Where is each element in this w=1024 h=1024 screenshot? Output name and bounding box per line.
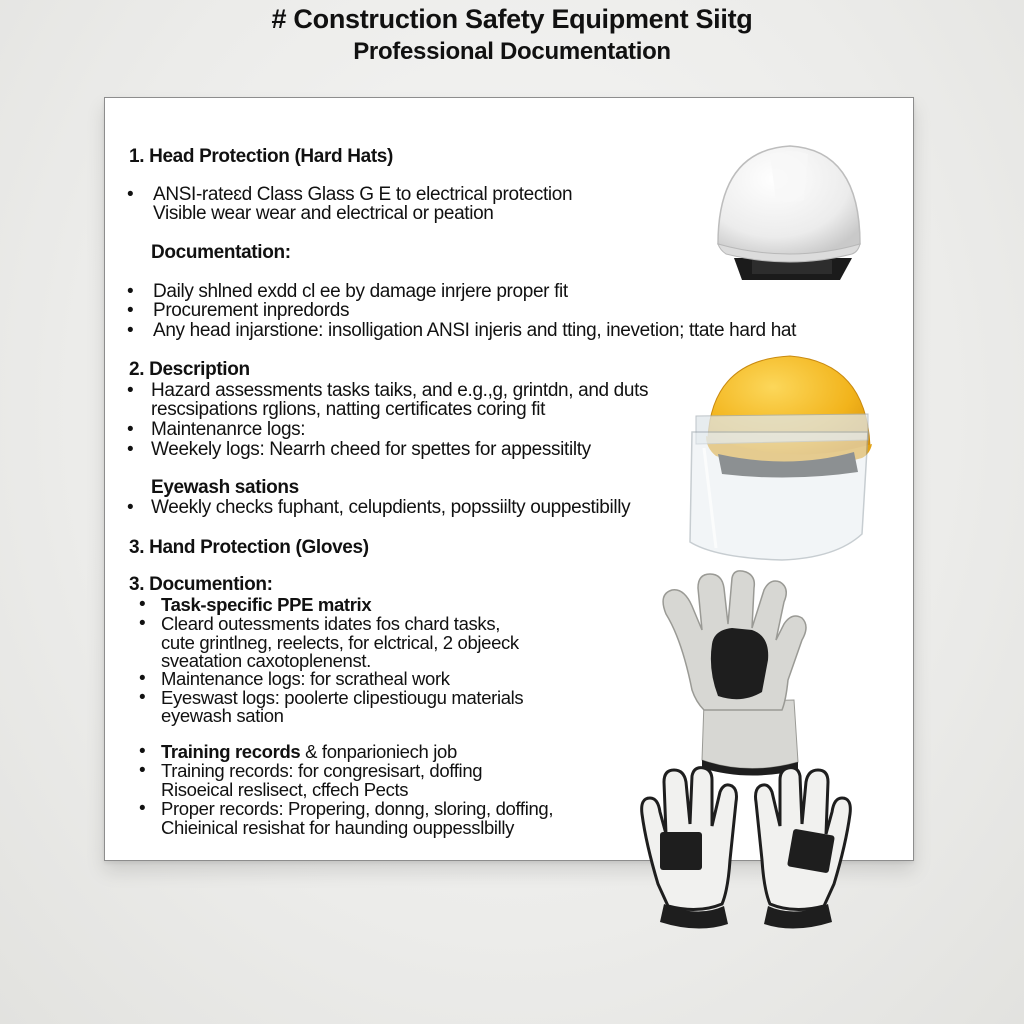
list-item: cute grintlneg, reelects, for elctrical, 2 objeeck: [161, 632, 519, 653]
bullet: •: [139, 741, 146, 762]
list-item: Procurement inpredords: [153, 300, 350, 321]
documentation-heading: Documentation:: [151, 242, 291, 263]
section-description-heading: 2. Description: [129, 359, 250, 380]
list-item: Maintenanrce logs:: [151, 419, 306, 440]
list-item: Weekely logs: Nearrh cheed for spettes for appessitilty: [151, 439, 591, 460]
bullet: •: [127, 497, 134, 518]
work-glove-icon: [652, 570, 814, 776]
bullet: •: [127, 439, 134, 460]
bullet: •: [127, 184, 134, 205]
bullet: •: [139, 613, 146, 634]
list-item: Task-specific PPE matrix: [161, 594, 372, 615]
training-records-rest: & fonparioniech job: [300, 741, 457, 762]
list-item: [161, 742, 457, 762]
documention-heading: 3. Documention:: [129, 574, 273, 595]
eyewash-heading: Eyewash sations: [151, 477, 299, 498]
list-item: eyewash sation: [161, 705, 284, 726]
list-item: rescsipations rglions, natting certificates coring fit: [151, 399, 546, 420]
list-item: Training records: for congresisart, doffing: [161, 760, 483, 781]
bullet: •: [127, 320, 134, 341]
list-item: Any head injarstione: insolligation ANSI injeris and tting, inevetion; ttate hard hat: [153, 320, 797, 341]
bullet: •: [139, 687, 146, 708]
list-item: Chieinical resishat for haunding ouppesslbilly: [161, 817, 515, 838]
bullet: •: [139, 594, 146, 615]
yellow-hard-hat-face-shield-icon: [686, 352, 876, 564]
list-item: ANSI-rateɛd Class Glass G E to electrical protection: [153, 184, 573, 205]
bullet: •: [127, 300, 134, 321]
training-records-bold: Training records: [161, 741, 301, 762]
bullet: •: [127, 419, 134, 440]
bullet: •: [127, 281, 134, 302]
list-item: Risoeical reslisect, cffech Pects: [161, 779, 409, 800]
white-hard-hat-icon: [712, 140, 868, 286]
list-item: Visible wear wear and electrical or peation: [153, 203, 494, 224]
list-item: sveatation caxotoplenenst.: [161, 650, 371, 671]
section-hand-protection-heading: 3. Hand Protection (Gloves): [129, 537, 369, 558]
bullet: •: [139, 668, 146, 689]
list-item: Weekly checks fuphant, celupdients, popssiilty ouppestibilly: [151, 497, 631, 518]
list-item: Daily shlned exdd cl ee by damage inrjere proper fit: [153, 281, 568, 302]
document-title: # Construction Safety Equipment Siitg: [271, 4, 753, 34]
list-item: Maintenance logs: for scratheal work: [161, 668, 450, 689]
list-item: Eyeswast logs: poolerte clipestiougu materials: [161, 687, 524, 708]
white-gloves-pair-icon: [638, 764, 854, 930]
section-head-protection-heading: 1. Head Protection (Hard Hats): [129, 146, 393, 167]
bullet: •: [139, 760, 146, 781]
list-item: Hazard assessments tasks taiks, and e.g.,g, grintdn, and duts: [151, 380, 649, 401]
list-item: Cleard outessments idates fos chard tasks,: [161, 613, 501, 634]
bullet: •: [139, 798, 146, 819]
bullet: •: [127, 380, 134, 401]
document-subtitle: Professional Documentation: [353, 38, 671, 65]
list-item: Proper records: Propering, donng, sloring, doffing,: [161, 798, 554, 819]
